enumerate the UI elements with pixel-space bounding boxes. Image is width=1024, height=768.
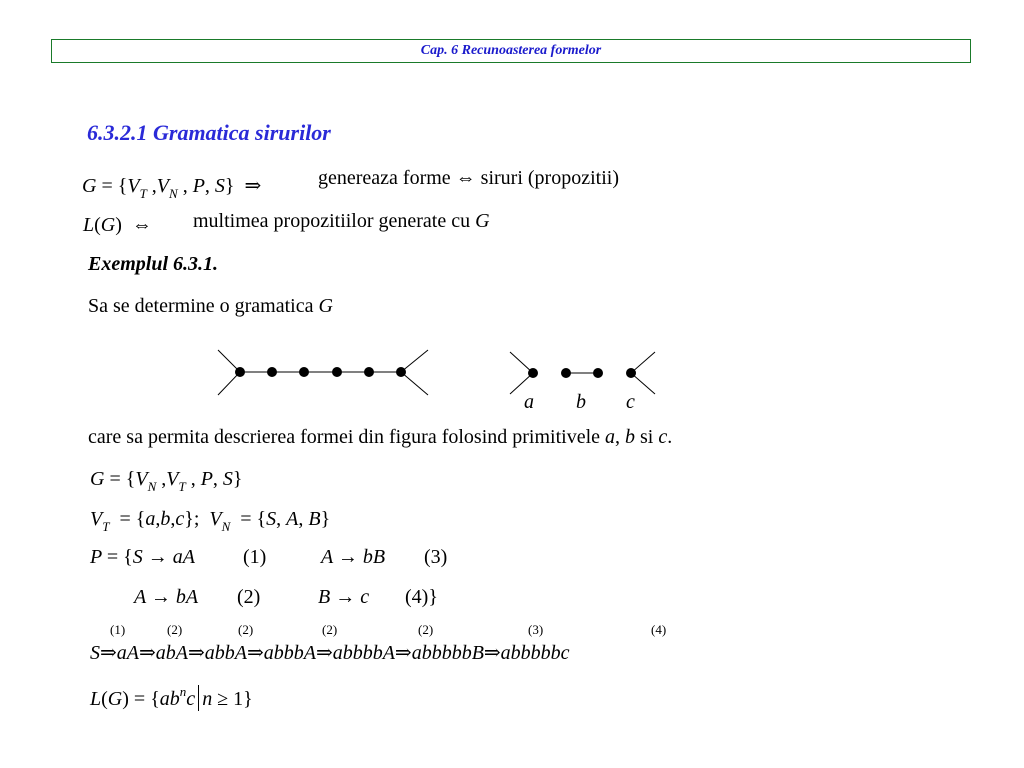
chain-node — [236, 368, 245, 377]
description-b: b — [625, 426, 636, 448]
description-comma: , — [615, 426, 621, 448]
primitive-label-a: a — [524, 391, 534, 413]
primitive-b-node-left — [562, 369, 571, 378]
grammar-formula: $G = \{V_N$ $,V_T$ , P, S} — [90, 468, 243, 494]
derivation-term: abbbbbB — [411, 642, 484, 664]
left-chain-figure — [218, 350, 428, 395]
alphabets-formula: $V_T = \{a,b,c\}$; $V_N = \{S$, A, B} — [90, 508, 331, 534]
chain-node — [397, 368, 406, 377]
production-4: B → c — [318, 586, 370, 608]
chain-node — [365, 368, 374, 377]
primitive-c-node — [627, 369, 636, 378]
primitive-label-c: c — [626, 391, 635, 413]
grammar-generates-text: genereaza forme ⇔ siruri (propozitii) — [318, 167, 619, 189]
derivation-step-label: (2) — [167, 622, 183, 637]
production-1: P = {S → aA — [90, 546, 195, 568]
right-fork-lower — [401, 372, 428, 395]
description-c: c — [658, 426, 668, 448]
description-period: . — [667, 426, 673, 448]
primitive-label-b: b — [576, 391, 586, 413]
description-a: a — [605, 426, 616, 448]
language-formula: L(G) ⇔ — [83, 214, 152, 236]
header-title: Cap. 6 Recunoasterea formelor — [420, 43, 602, 58]
derivation-step-label: (3) — [528, 622, 544, 637]
example-title: Exemplul 6.3.1. — [88, 253, 219, 275]
derivation-term: abbA — [204, 642, 247, 664]
production-3-number: (3) — [424, 546, 448, 568]
language-desc-text: multimea propozitiilor generate cu — [193, 210, 471, 232]
derivation-step-label: (1) — [110, 622, 126, 637]
derivation-term: abbbA — [263, 642, 316, 664]
derivation-step-label: (4) — [651, 622, 667, 637]
production-4-number-text: (4) — [405, 586, 429, 608]
example-prompt-text: Sa se determine o gramatica — [88, 295, 314, 317]
production-2: A → bA — [134, 586, 199, 608]
grammar-definition-formula: $G = \{V_T$ $,V_N$ , P, S} ⇒ — [82, 175, 262, 201]
primitive-a-node — [529, 369, 538, 378]
derivation-step-label: (2) — [322, 622, 338, 637]
derivation-term: abbbbA — [332, 642, 395, 664]
primitive-b-node-right — [594, 369, 603, 378]
right-fork-upper — [401, 350, 428, 372]
derivation-term: S — [90, 642, 100, 664]
production-4-number: (4)} — [405, 586, 438, 608]
production-2-number: (2) — [237, 586, 261, 608]
derivation-term: abA — [155, 642, 188, 664]
chain-node — [333, 368, 342, 377]
chain-node — [268, 368, 277, 377]
derivation-step-label: (2) — [418, 622, 434, 637]
derivation-step-label: (2) — [238, 622, 254, 637]
language-result-formula: $L(G) = \{ab^nc$ n ≥ 1} — [90, 684, 253, 710]
description-text: care sa permita descrierea formei din figura folosind primitivele — [88, 426, 601, 448]
derivation-term: abbbbbc — [500, 642, 570, 664]
derivation-term: aA — [116, 642, 139, 664]
description-line — [88, 426, 672, 449]
primitives-figure — [510, 352, 655, 394]
language-desc-var: G — [475, 210, 490, 232]
example-prompt-var: G — [318, 295, 333, 317]
description-si: si — [640, 426, 654, 448]
section-title: 6.3.2.1 Gramatica sirurilor — [87, 120, 331, 145]
chain-node — [300, 368, 309, 377]
production-3: A → bB — [321, 546, 386, 568]
derivation-chain: S⇒aA⇒abA⇒abbA⇒abbbA⇒abbbbA⇒abbbbbB⇒abbbbbc — [90, 642, 570, 664]
production-1-number: (1) — [243, 546, 267, 568]
